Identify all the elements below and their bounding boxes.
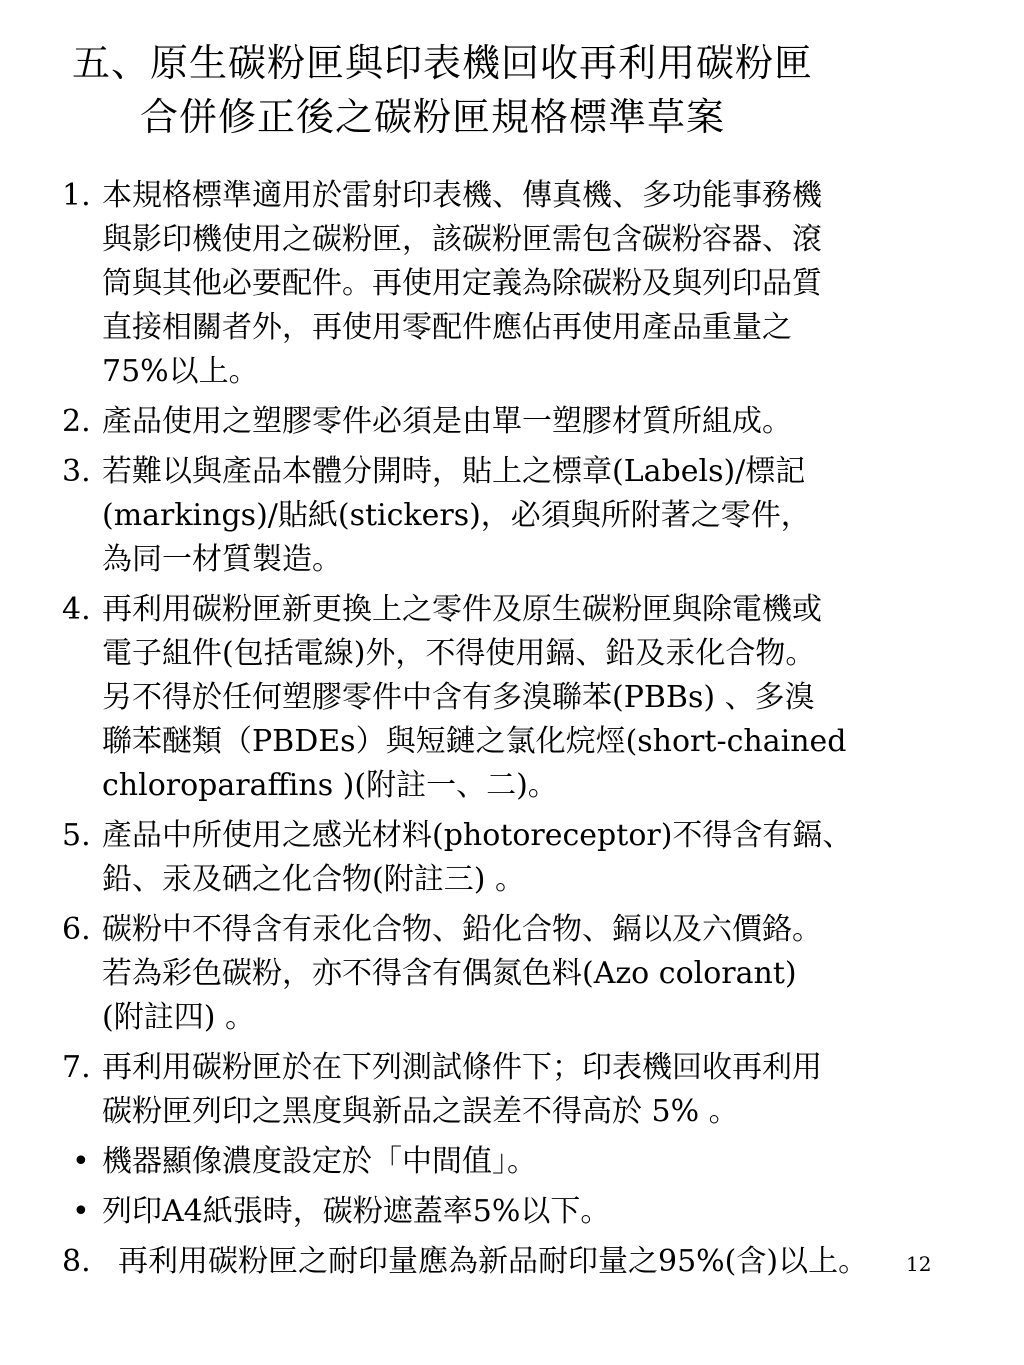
item-line: (markings)/貼紙(stickers)，必須與所附著之零件， [102,498,811,533]
bullet-icon: • [72,1194,90,1229]
bullet-item-2 [62,1190,1002,1234]
item-line: 本規格標準適用於雷射印表機、傳真機、多功能事務機 [102,178,822,213]
item-line: 電子組件(包括電線)外，不得使用鎘、鉛及汞化合物。 [102,636,816,671]
bullet-text: 列印A4紙張時，碳粉遮蓋率5%以下。 [102,1194,611,1229]
item-line: 再利用碳粉匣於在下列測試條件下；印表機回收再利用 [102,1050,822,1085]
bullet-item-1 [62,1140,1002,1184]
item-text: 再利用碳粉匣之耐印量應為新品耐印量之95%(含)以上。 [118,1244,869,1279]
item-number: 5. [62,818,91,853]
item-line: 為同一材質製造。 [102,542,342,577]
page-title [0,36,1024,144]
item-line: 另不得於任何塑膠零件中含有多溴聯苯(PBBs) 、多溴 [102,680,815,715]
item-text [102,588,1002,808]
item-text [102,450,1002,582]
item-number: 1. [62,178,91,213]
item-text [102,400,1002,444]
item-line: 再利用碳粉匣新更換上之零件及原生碳粉匣與除電機或 [102,592,822,627]
list-item-5 [62,814,1002,902]
item-line: 若為彩色碳粉，亦不得含有偶氮色料(Azo colorant) [102,956,797,991]
item-line: 產品中所使用之感光材料(photoreceptor)不得含有鎘、 [102,818,853,853]
item-line: 鉛、汞及硒之化合物(附註三) 。 [102,862,525,897]
title-line-1: 五、原生碳粉匣與印表機回收再利用碳粉匣 [72,41,814,85]
item-line: 碳粉匣列印之黑度與新品之誤差不得高於 5% 。 [102,1094,739,1129]
item-line: 若難以與產品本體分開時，貼上之標章(Labels)/標記 [102,454,806,489]
list-item-4 [62,588,1002,808]
item-number: 7. [62,1050,91,1085]
item-number: 8. [62,1244,91,1279]
list-item-2 [62,400,1002,444]
list-item-1 [62,174,1002,394]
item-text [102,174,1002,394]
item-text [102,1046,1002,1134]
list-item-7 [62,1046,1002,1134]
item-line: 筒與其他必要配件。再使用定義為除碳粉及與列印品質 [102,266,822,301]
item-line: 直接相關者外，再使用零配件應佔再使用產品重量之 [102,310,792,345]
bullet-icon: • [72,1144,90,1179]
list-item-3 [62,450,1002,582]
list-item-8 [62,1240,1002,1284]
item-line: 產品使用之塑膠零件必須是由單一塑膠材質所組成。 [102,404,792,439]
item-text [102,814,1002,902]
item-line: (附註四) 。 [102,1000,255,1035]
item-line: 75%以上。 [102,354,259,389]
item-line: chloroparaffins )(附註一、二)。 [102,768,558,803]
item-number: 3. [62,454,91,489]
item-number: 6. [62,912,91,947]
title-line-2: 合併修正後之碳粉匣規格標準草案 [140,95,726,139]
item-line: 碳粉中不得含有汞化合物、鉛化合物、鎘以及六價鉻。 [102,912,822,947]
item-number: 4. [62,592,91,627]
item-line: 聯苯醚類（PBDEs）與短鏈之氯化烷烴(short-chained [102,724,847,759]
list-item-6 [62,908,1002,1040]
item-text [102,908,1002,1040]
spec-list [62,174,1002,1290]
bullet-text: 機器顯像濃度設定於「中間值」。 [102,1144,537,1179]
item-line: 與影印機使用之碳粉匣，該碳粉匣需包含碳粉容器、滾 [102,222,822,257]
item-number: 2. [62,404,91,439]
page-number: 12 [906,1252,932,1276]
